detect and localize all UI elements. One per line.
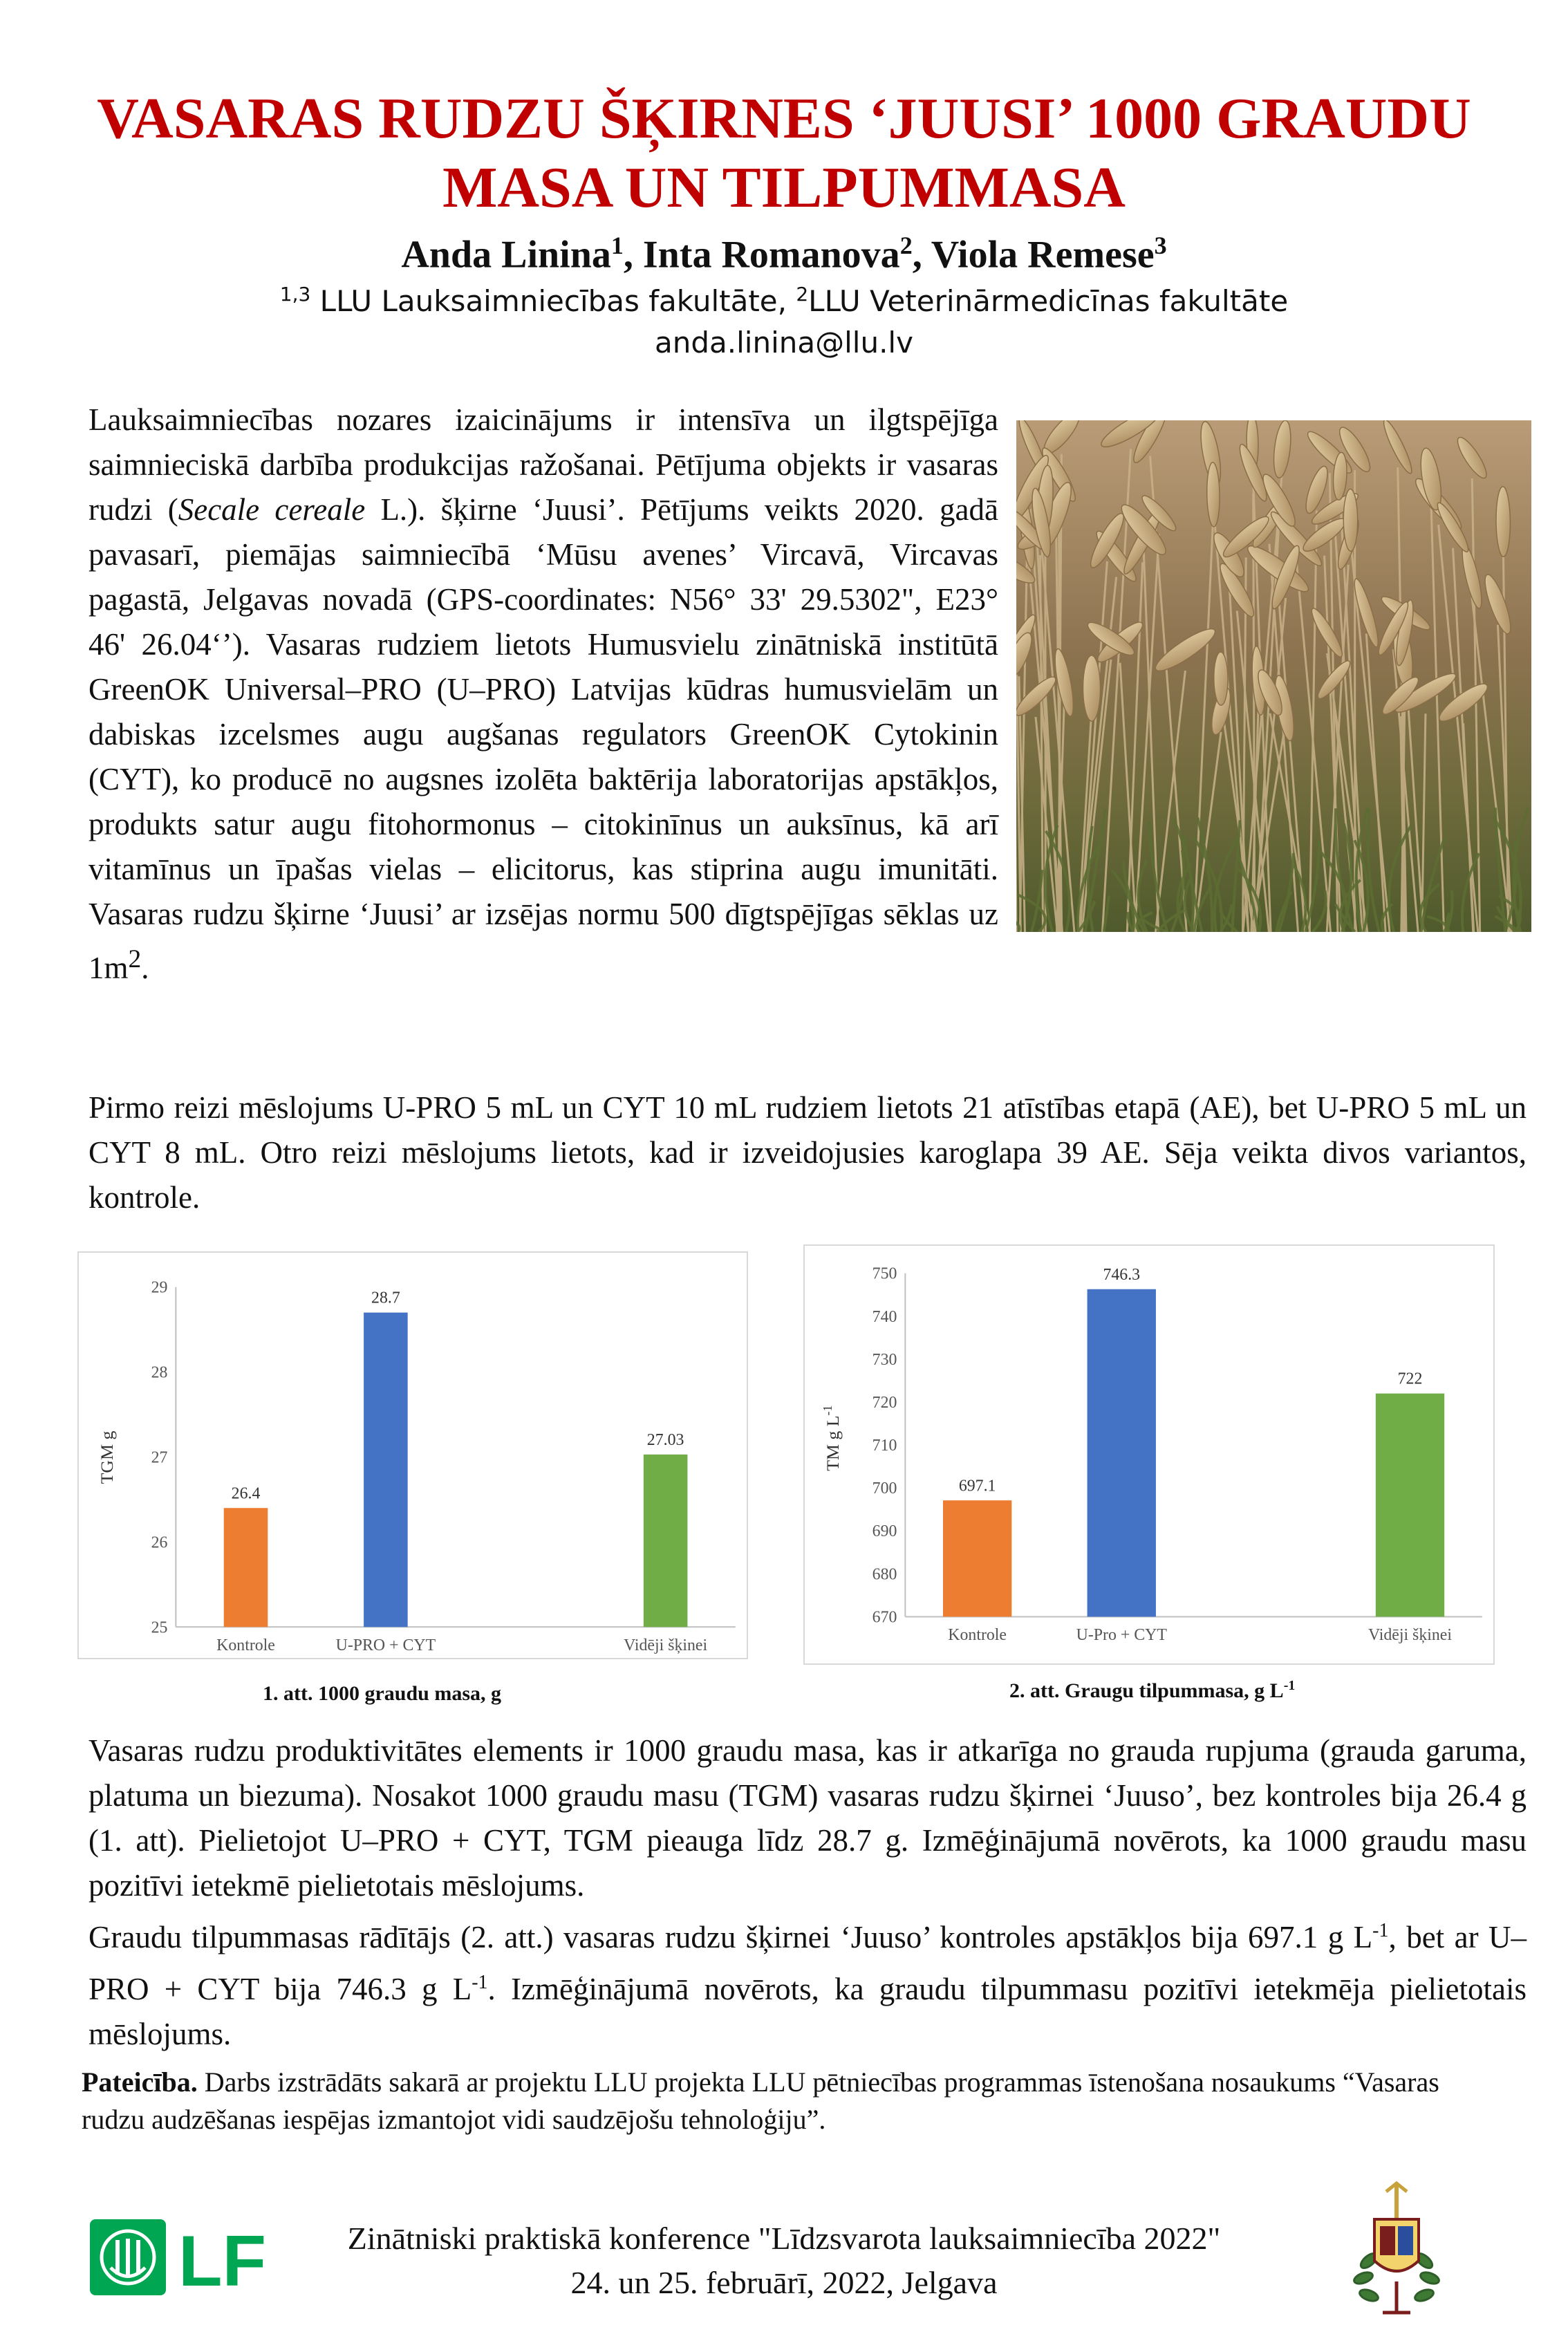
methods-paragraph: Pirmo reizi mēslojums U-PRO 5 mL un CYT 10 mL rudziem lietots 21 atīstības etapā (AE), bet U-PRO 5 mL un CYT 8 mL. Otro reizi mēslojums lietots, kad ir izveidojusies karoglapa 39 AE. Sēja veikta divos variantos, kontrole. <box>88 1090 1527 1215</box>
y-axis-title-sup: -1 <box>821 1405 835 1416</box>
contact-email[interactable]: anda.linina@llu.lv <box>655 326 913 360</box>
y-axis-title <box>97 1431 117 1484</box>
author-sup: 2 <box>899 232 913 259</box>
lf-logo-text: LF <box>178 2221 267 2295</box>
y-tick-label: 750 <box>872 1264 897 1283</box>
author-name: Inta Romanova <box>642 233 900 277</box>
data-label: 28.7 <box>371 1289 400 1307</box>
y-tick-label: 720 <box>872 1393 897 1412</box>
y-tick-label: 25 <box>151 1618 168 1637</box>
x-tick-label: Vidēji šķinei <box>1368 1626 1453 1645</box>
results-paragraph: Vasaras rudzu produktivitātes elements ir 1000 graudu masa, kas ir atkarīga no grauda rupjuma (grauda garuma, platuma un biezuma). Nosakot 1000 graudu masu (TGM) vasaras rudzu šķirnei ‘Juuso’, bez kontroles bija 26.4 g (1. att). Pielietojot U–PRO + CYT, TGM pieauga līdz 28.7 g. Izmēģinājumā novērots, ka 1000 graudu masu pozitīvi ietekmē pielietotais mēslojums. Graudu tilpummasas rādītājs (2. att.) vasaras rudzu šķirnei ‘Juuso’ kontroles apstākļos bija 697.1 g $L^{-1}$, bet ar U–PRO + CYT bija 746.3 g $L^{-1}$. Izmēģinājumā novērots, ka graudu tilpummasu pozitīvi ietekmēja pielietotais mēslojums. <box>88 1733 1527 2051</box>
y-tick-label: 26 <box>151 1533 168 1552</box>
y-axis-title-text: TGM g <box>96 1430 117 1484</box>
chart-tm <box>803 1244 1495 1665</box>
bar <box>364 1313 408 1627</box>
y-axis-title <box>821 1406 843 1471</box>
y-tick-label: 700 <box>872 1480 897 1498</box>
y-tick-label: 730 <box>872 1350 897 1369</box>
y-tick-label: 680 <box>872 1565 897 1584</box>
rye-field-photo <box>1016 420 1531 932</box>
data-label: 26.4 <box>231 1484 261 1503</box>
data-label: 697.1 <box>958 1477 996 1495</box>
bar <box>943 1500 1011 1616</box>
y-tick-label: 29 <box>151 1278 168 1297</box>
author-list: Anda Linina$^1$, Inta Romanova$^2$, Viola Remese$^3$ <box>401 232 1167 277</box>
y-tick-label: 710 <box>872 1437 897 1455</box>
y-tick-label: 28 <box>151 1363 168 1382</box>
species-name: Secale cereale <box>178 492 366 527</box>
x-tick-label: Kontrole <box>216 1636 275 1655</box>
data-label: 722 <box>1397 1370 1423 1388</box>
x-tick-label: U-Pro + CYT <box>1076 1626 1167 1645</box>
y-tick-label: 27 <box>151 1448 168 1467</box>
chart-tgm <box>77 1251 748 1659</box>
y-tick-label: 690 <box>872 1522 897 1541</box>
bar <box>644 1455 688 1627</box>
data-label: 27.03 <box>646 1430 684 1449</box>
data-label: 746.3 <box>1103 1265 1141 1284</box>
x-tick-label: Kontrole <box>948 1626 1007 1645</box>
bar <box>224 1508 268 1627</box>
poster-title: VASARAS RUDZU ŠĶIRNES ‘JUUSI’ 1000 GRAUDU MASA UN TILPUMMASA <box>97 86 1471 220</box>
conference-footer: Zinātniski praktiskā konference "Līdzsvarota lauksaimniecība 2022" 24. un 25. februārī, 2022, Jelgava <box>347 2221 1221 2300</box>
x-tick-label: U-PRO + CYT <box>335 1636 436 1655</box>
bar <box>1376 1394 1444 1617</box>
lf-faculty-logo <box>90 2219 283 2295</box>
x-tick-label: Vidēji šķinei <box>624 1636 708 1655</box>
intro-paragraph: Lauksaimniecības nozares izaicinājums ir intensīva un ilgtspējīga saimnieciskā darbība produkcijas ražošanai. Pētījuma objekts ir vasaras rudzi (Secale cereale L.). šķirne ‘Juusi’. Pētījums veikts 2020. gadā pavasarī, piemājas saimniecībā ‘Mūsu avenes’ Vircavā, Vircavas pagastā, Jelgavas novadā (GPS-coordinates: N56° 33' 29.5302", E23° 46' 26.04‘’). Vasaras rudziem lietots Humusvielu zinātniskā institūtā GreenOK Universal–PRO (U–PRO) Latvijas kūdras humusvielām un dabiskas izcelsmes augu augšanas regulators GreenOK Cytokinin (CYT), ko producē no augsnes izolēta baktērija laboratorijas apstākļos, produkts satur augu fitohormonus – citokinīnus un auksīnus, kā arī vitamīnus un īpašas vielas – elicitorus, kas stiprina augu imunitāti. Vasaras rudzu šķirne ‘Juusi’ ar izsējas normu 500 dīgtspējīgas sēklas uz $1m^2$. <box>88 402 998 985</box>
affiliations: $^{1,3}$ LLU Lauksaimniecības fakultāte, $^2$LLU Veterinārmedicīnas fakultāte <box>279 283 1289 318</box>
y-axis-title-text: TM g $L^{-1}$ <box>821 1405 843 1471</box>
figure-caption-2: 2. att. Graugu tilpummasa, g $L^{-1}$ <box>1009 1678 1296 1702</box>
figure-caption-1: 1. att. 1000 graudu masa, g <box>263 1682 502 1705</box>
y-tick-label: 670 <box>872 1608 897 1627</box>
author-sup: 3 <box>1154 232 1167 259</box>
author-sup: 1 <box>610 232 624 259</box>
author-name: Anda Linina <box>401 233 611 277</box>
llu-emblem-icon <box>1348 2178 1445 2323</box>
acknowledgement: Pateicība. Darbs izstrādāts sakarā ar projektu LLU projekta LLU pētniecības programmas īstenošana nosaukums “Vasaras rudzu audzēšanas iespējas izmantojot vidi saudzējošu tehnoloģiju”. <box>82 2066 1439 2135</box>
bar <box>1088 1289 1156 1617</box>
y-tick-label: 740 <box>872 1307 897 1326</box>
author-name: Viola Remese <box>931 233 1155 277</box>
